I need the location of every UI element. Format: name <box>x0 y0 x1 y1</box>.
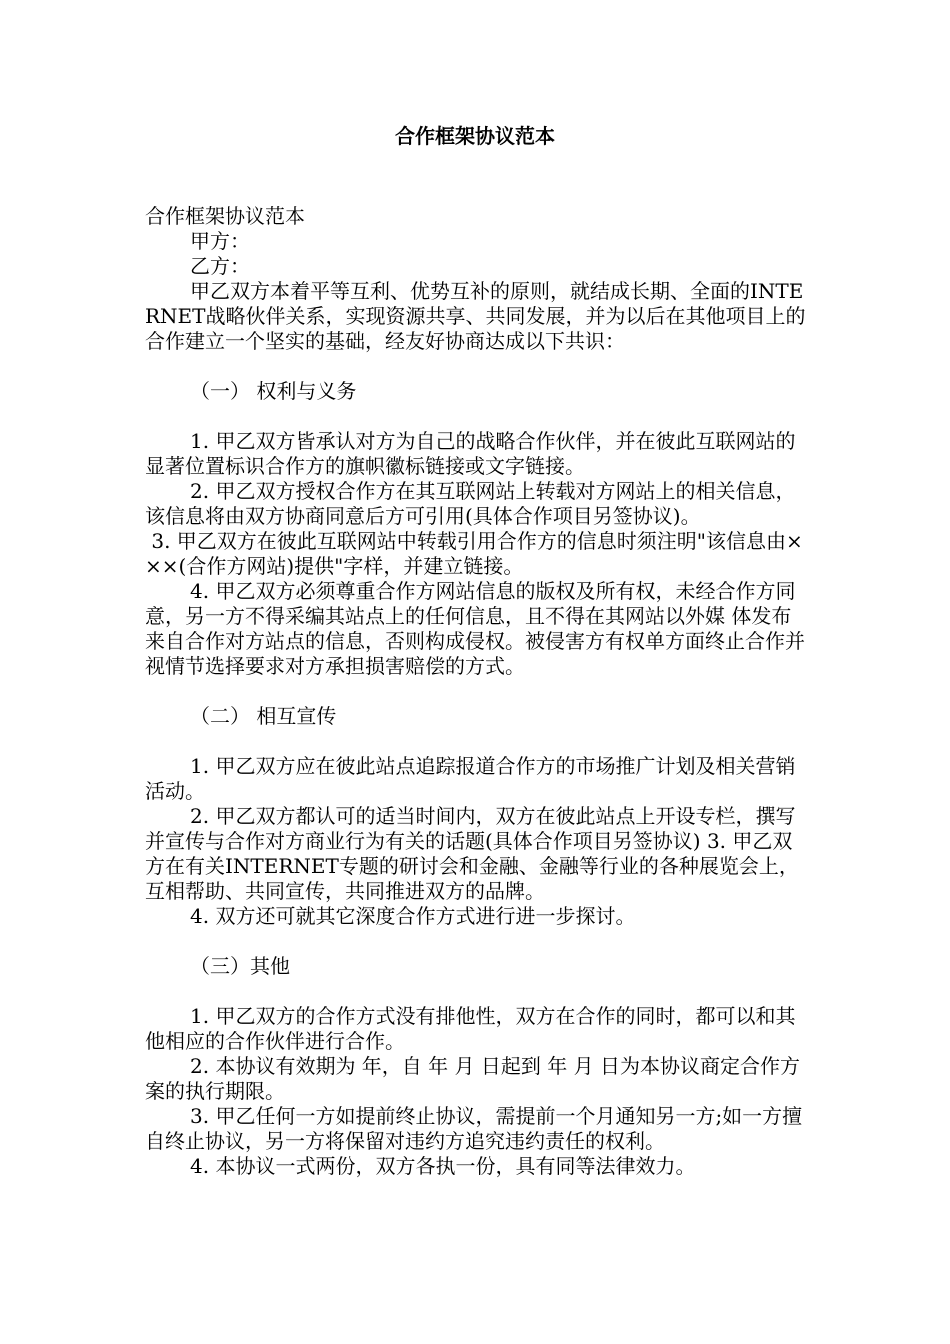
heading-line: 合作框架协议范本 <box>145 204 305 228</box>
section3-item-3: 3. 甲乙任何一方如提前终止协议，需提前一个月通知另一方;如一方擅自终止协议，另一方将保留对违约方追究违约责任的权利。 <box>145 1104 803 1153</box>
section2-item-1: 1. 甲乙双方应在彼此站点追踪报道合作方的市场推广计划及相关营销活动。 <box>145 754 796 803</box>
section-heading-promotion: （二） 相互宣传 <box>190 704 337 728</box>
section3-item-1: 1. 甲乙双方的合作方式没有排他性，双方在合作的同时，都可以和其他相应的合作伙伴进行合作。 <box>145 1004 796 1053</box>
document-body <box>145 204 810 1179</box>
section3-item-4: 4. 本协议一式两份，双方各执一份，具有同等法律效力。 <box>190 1154 696 1178</box>
section-heading-rights: （一） 权利与义务 <box>190 379 357 403</box>
party-b-line: 乙方： <box>190 254 250 278</box>
section1-item-3: 3. 甲乙双方在彼此互联网站中转载引用合作方的信息时须注明"该信息由×××(合作方网站)提供"字样，并建立链接。 <box>145 529 803 578</box>
section2-item-4: 4. 双方还可就其它深度合作方式进行进一步探讨。 <box>190 904 636 928</box>
section1-item-4: 4. 甲乙双方必须尊重合作方网站信息的版权及所有权，未经合作方同意，另一方不得采编其站点上的任何信息，且不得在其网站以外媒 体发布来自合作对方站点的信息，否则构成侵权。被侵害方有权单方面终止合作并视情节选择要求对方承担损害赔偿的方式。 <box>145 579 805 678</box>
section-heading-other: （三）其他 <box>190 954 290 978</box>
section1-item-2: 2. 甲乙双方授权合作方在其互联网站上转载对方网站上的相关信息，该信息将由双方协商同意后方可引用(具体合作项目另签协议)。 <box>145 479 796 528</box>
section3-item-2: 2. 本协议有效期为 年，自 年 月 日起到 年 月 日为本协议商定合作方案的执行期限。 <box>145 1054 800 1103</box>
preamble-paragraph: 甲乙双方本着平等互利、优势互补的原则，就结成长期、全面的INTERNET战略伙伴关系，实现资源共享、共同发展，并为以后在其他项目上的合作建立一个坚实的基础，经友好协商达成以下共识： <box>145 279 806 353</box>
section2-item-2: 2. 甲乙双方都认可的适当时间内，双方在彼此站点上开设专栏，撰写并宣传与合作对方商业行为有关的话题(具体合作项目另签协议) 3. 甲乙双方在有关INTERNET专题的研讨会和金融、金融等行业的各种展览会上，互相帮助、共同宣传，共同推进双方的品牌。 <box>145 804 799 903</box>
party-a-line: 甲方： <box>190 229 250 253</box>
document-title: 合作框架协议范本 <box>395 124 555 148</box>
section1-item-1: 1. 甲乙双方皆承认对方为自己的战略合作伙伴，并在彼此互联网站的显著位置标识合作方的旗帜徽标链接或文字链接。 <box>145 429 796 478</box>
